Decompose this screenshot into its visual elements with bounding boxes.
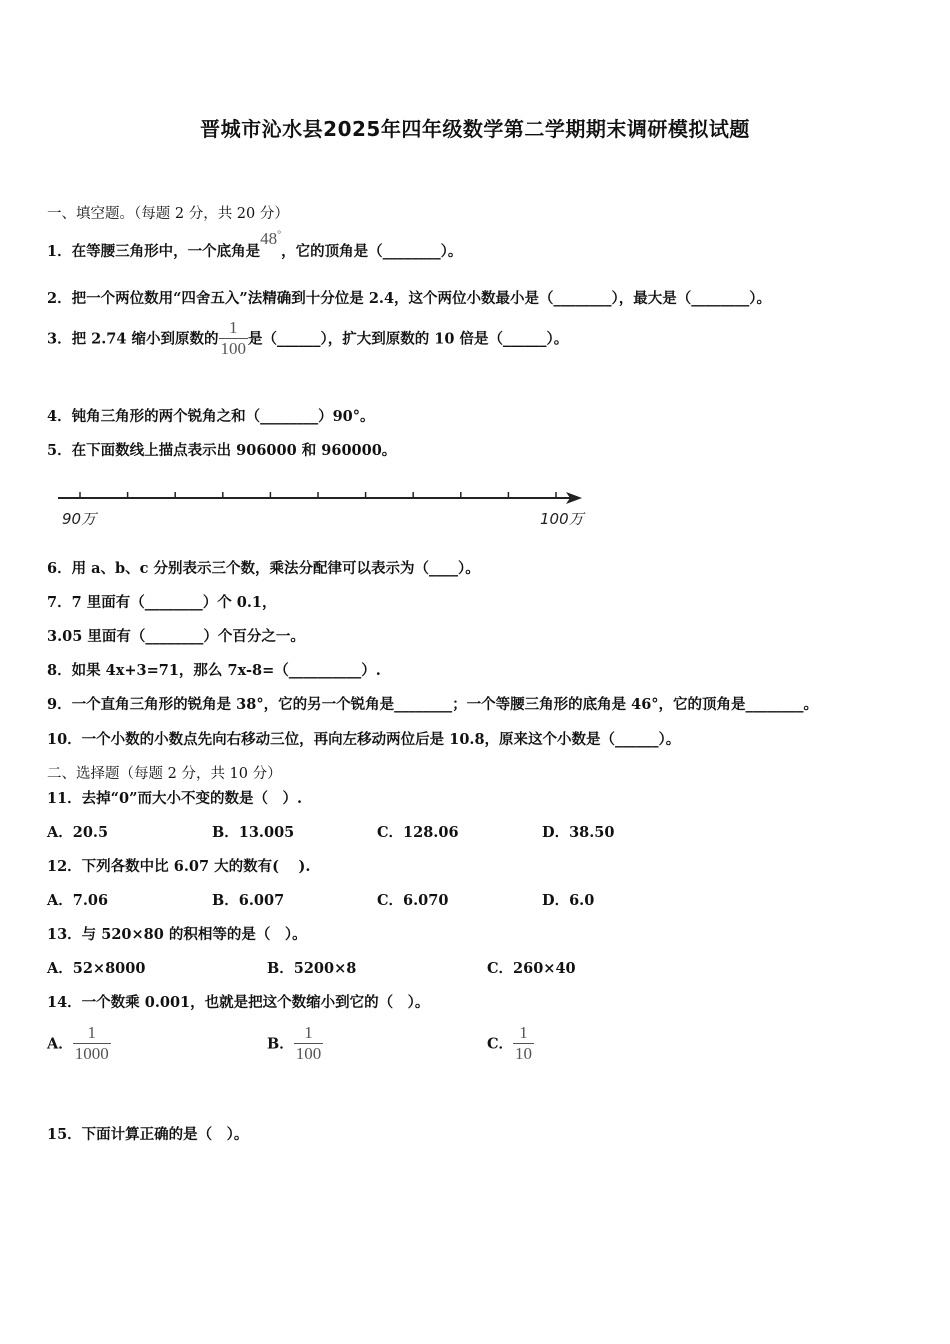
q3-text-after: 是（______），扩大到原数的 10 倍是（______）。 bbox=[248, 330, 569, 348]
question-13: 13．与 520×80 的积相等的是（ ）。 bbox=[47, 926, 307, 943]
q11-option-a[interactable]: A．20.5 bbox=[47, 824, 109, 841]
q11-option-c[interactable]: C．128.06 bbox=[377, 824, 459, 841]
q12-option-b[interactable]: B．6.007 bbox=[212, 892, 285, 909]
question-5: 5．在下面数线上描点表示出 906000 和 960000。 bbox=[47, 442, 397, 459]
question-9: 9．一个直角三角形的锐角是 38°，它的另一个锐角是________；一个等腰三角形的底角是 46°，它的顶角是________。 bbox=[47, 696, 819, 713]
q13-option-b[interactable]: B．5200×8 bbox=[267, 960, 357, 977]
q12-option-d[interactable]: D．6.0 bbox=[542, 892, 595, 909]
q11-option-b[interactable]: B．13.005 bbox=[212, 824, 295, 841]
page-title: 晋城市沁水县2025年四年级数学第二学期期末调研模拟试题 bbox=[200, 117, 750, 141]
question-2: 2．把一个两位数用“四舍五入”法精确到十分位是 2.4，这个两位小数最小是（________），最大是（________）。 bbox=[47, 290, 772, 307]
question-4: 4．钝角三角形的两个锐角之和（________）90°。 bbox=[47, 408, 375, 425]
q11-option-d[interactable]: D．38.50 bbox=[542, 824, 615, 841]
q14-option-b[interactable]: B． $\frac{1}{100}$ bbox=[267, 1023, 322, 1063]
question-12: 12．下列各数中比 6.07 大的数有( ). bbox=[47, 858, 311, 875]
question-14: 14．一个数乘 0.001，也就是把这个数缩小到它的（ ）。 bbox=[47, 994, 430, 1011]
q1-angle: 48° bbox=[260, 229, 282, 248]
question-1 bbox=[47, 229, 463, 261]
question-10: 10．一个小数的小数点先向右移动三位，再向左移动两位后是 10.8，原来这个小数是（______）。 bbox=[47, 731, 681, 748]
question-7-line-2: 3.05 里面有（________）个百分之一。 bbox=[47, 628, 305, 645]
question-8: 8．如果 4x+3=71，那么 7x-8=（__________）. bbox=[47, 662, 381, 679]
number-line bbox=[50, 482, 595, 532]
question-11: 11．去掉“0”而大小不变的数是（ ）. bbox=[47, 790, 302, 807]
question-7-line-1: 7．7 里面有（________）个 0.1， bbox=[47, 594, 277, 611]
section-1-heading: 一、填空题。（每题 2 分，共 20 分） bbox=[47, 206, 289, 222]
question-6: 6．用 a、b、c 分别表示三个数，乘法分配律可以表示为（____）。 bbox=[47, 560, 480, 577]
q12-option-a[interactable]: A．7.06 bbox=[47, 892, 109, 909]
question-15: 15．下面计算正确的是（ ）。 bbox=[47, 1126, 249, 1143]
q1-text-before: 1．在等腰三角形中，一个底角是 bbox=[47, 243, 261, 260]
question-3 bbox=[47, 318, 568, 358]
q14-option-c-fraction: $\frac{1}{10}$ bbox=[515, 1023, 533, 1063]
q14-option-b-fraction: $\frac{1}{100}$ bbox=[295, 1023, 322, 1063]
q13-option-a[interactable]: A．52×8000 bbox=[47, 960, 146, 977]
section-2-heading: 二、选择题（每题 2 分，共 10 分） bbox=[47, 766, 282, 782]
q14-option-c[interactable]: C． $\frac{1}{10}$ bbox=[487, 1023, 533, 1063]
q13-option-c[interactable]: C．260×40 bbox=[487, 960, 576, 977]
number-line-left-label: 90万 bbox=[62, 510, 97, 528]
q3-text-before: 3．把 2.74 缩小到原数的 bbox=[47, 330, 219, 348]
q3-fraction: $\frac{1}{100}$ bbox=[220, 318, 246, 358]
q12-option-c[interactable]: C．6.070 bbox=[377, 892, 449, 909]
q14-option-a[interactable]: A． $\frac{1}{1000}$ bbox=[47, 1023, 109, 1063]
q1-text-after: ，它的顶角是（________）。 bbox=[281, 243, 463, 260]
q14-option-a-fraction: $\frac{1}{1000}$ bbox=[74, 1023, 109, 1063]
number-line-right-label: 100万 bbox=[540, 510, 584, 528]
